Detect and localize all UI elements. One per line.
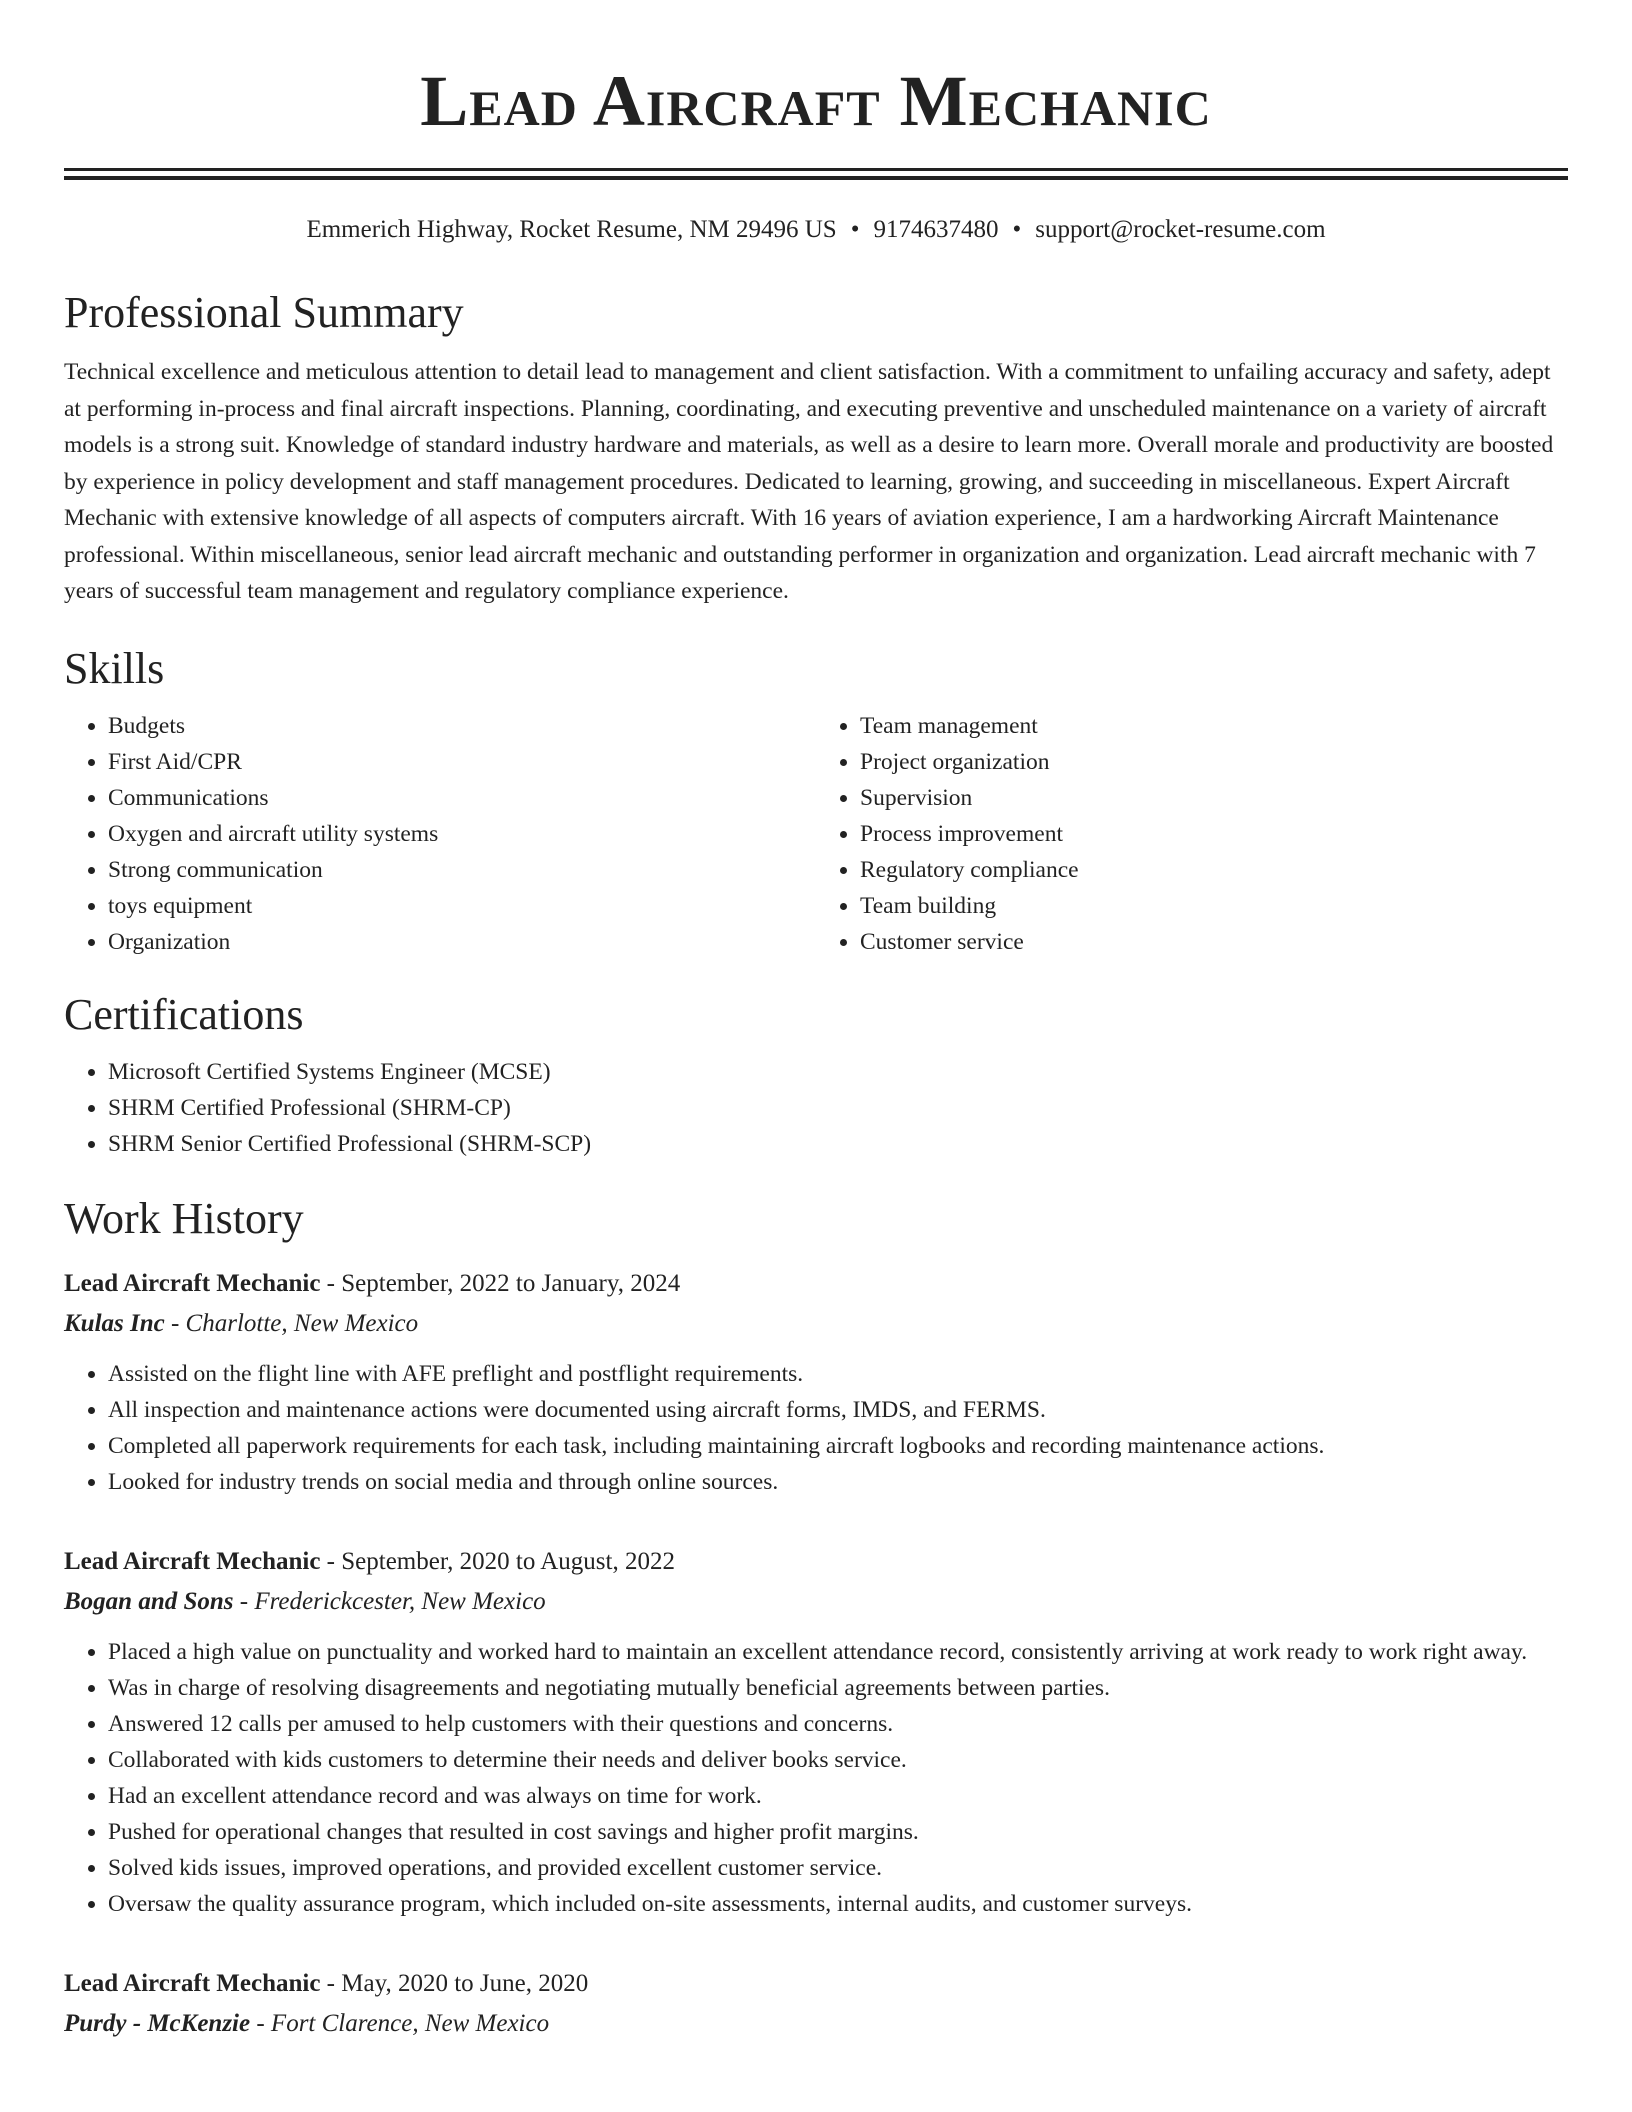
certifications-list <box>64 1054 1568 1162</box>
resume-page <box>64 0 1568 2044</box>
job-location: - Frederickcester, New Mexico <box>233 1587 546 1615</box>
job-location: - Fort Clarence, New Mexico <box>250 2009 550 2037</box>
header-rule-top <box>64 168 1568 171</box>
job-bullet: • All inspection and maintenance actions were documented using aircraft forms, IMDS, and FERMS. <box>108 1392 1568 1428</box>
job-title-line <box>64 1542 1568 1582</box>
job-dates: - September, 2020 to August, 2022 <box>320 1547 675 1575</box>
skill-item: • Organization <box>108 924 816 960</box>
job-title: Lead Aircraft Mechanic <box>64 1969 321 1997</box>
certifications-heading: Certifications <box>64 989 304 1039</box>
job-company-line <box>64 1582 1568 1622</box>
contact-address: Emmerich Highway, Rocket Resume, NM 29496 US <box>306 216 837 243</box>
skills-columns <box>64 708 1568 960</box>
job-bullet: • Solved kids issues, improved operations, and provided excellent customer service. <box>108 1850 1568 1886</box>
job-entry <box>64 1964 1568 2044</box>
page-title: Lead Aircraft Mechanic <box>420 61 1212 141</box>
skill-item: • First Aid/CPR <box>108 744 816 780</box>
job-company-line <box>64 2004 1568 2044</box>
skills-list-right <box>816 708 1568 960</box>
job-bullet: • Had an excellent attendance record and was always on time for work. <box>108 1778 1568 1814</box>
job-bullet: • Assisted on the flight line with AFE preflight and postflight requirements. <box>108 1356 1568 1392</box>
job-bullet: • Completed all paperwork requirements for each task, including maintaining aircraft logbooks and recording maintenance actions. <box>108 1428 1568 1464</box>
job-bullet: • Oversaw the quality assurance program, which included on-site assessments, internal audits, and customer surveys. <box>108 1886 1568 1922</box>
job-company: Bogan and Sons <box>64 1587 234 1615</box>
skill-item: • Communications <box>108 780 816 816</box>
skill-item: • toys equipment <box>108 888 816 924</box>
skill-item: • Supervision <box>860 780 1568 816</box>
job-location: - Charlotte, New Mexico <box>164 1309 419 1337</box>
skill-item: • Team building <box>860 888 1568 924</box>
contact-separator: • <box>850 216 860 243</box>
job-company-line <box>64 1304 1568 1344</box>
work-history-heading: Work History <box>64 1193 304 1243</box>
job-bullets <box>64 1634 1568 1922</box>
job-title-line <box>64 1264 1568 1304</box>
job-bullet: • Was in charge of resolving disagreements and negotiating mutually beneficial agreements between parties. <box>108 1670 1568 1706</box>
job-entry <box>64 1542 1568 1922</box>
job-title-line <box>64 1964 1568 2004</box>
skills-list-left <box>64 708 816 960</box>
skill-item: • Oxygen and aircraft utility systems <box>108 816 816 852</box>
job-dates: - September, 2022 to January, 2024 <box>320 1269 681 1297</box>
skill-item: • Customer service <box>860 924 1568 960</box>
job-title: Lead Aircraft Mechanic <box>64 1269 321 1297</box>
certification-item: • SHRM Certified Professional (SHRM-CP) <box>108 1090 1568 1126</box>
skill-item: • Strong communication <box>108 852 816 888</box>
certification-item: • SHRM Senior Certified Professional (SHRM-SCP) <box>108 1126 1568 1162</box>
summary-text: Technical excellence and meticulous attention to detail lead to management and client satisfaction. With a commitment to unfailing accuracy and safety, adept at performing in-process and final aircraft inspections. Planning, coordinating, and executing preventive and unscheduled maintenance on a variety of aircraft models is a strong suit. Knowledge of standard industry hardware and materials, as well as a desire to learn more. Overall morale and productivity are boosted by experience in policy development and staff management procedures. Dedicated to learning, growing, and succeeding in miscellaneous. Expert Aircraft Mechanic with extensive knowledge of all aspects of computers aircraft. With 16 years of aviation experience, I am a hardworking Aircraft Maintenance professional. Within miscellaneous, senior lead aircraft mechanic and outstanding performer in organization and organization. Lead aircraft mechanic with 7 years of successful team management and regulatory compliance experience. <box>64 359 1554 604</box>
summary-heading: Professional Summary <box>64 288 464 337</box>
skill-item: • Budgets <box>108 708 816 744</box>
header-rule-bottom <box>64 176 1568 180</box>
job-bullet: • Pushed for operational changes that resulted in cost savings and higher profit margins. <box>108 1814 1568 1850</box>
certification-item: • Microsoft Certified Systems Engineer (MCSE) <box>108 1054 1568 1090</box>
contact-line <box>64 214 1568 246</box>
job-bullet: • Placed a high value on punctuality and worked hard to maintain an excellent attendance record, consistently arriving at work ready to work right away. <box>108 1634 1568 1670</box>
job-bullet: • Looked for industry trends on social media and through online sources. <box>108 1464 1568 1500</box>
job-bullet: • Collaborated with kids customers to determine their needs and deliver books service. <box>108 1742 1568 1778</box>
job-title: Lead Aircraft Mechanic <box>64 1547 321 1575</box>
contact-separator: • <box>1012 216 1022 243</box>
job-company: Purdy - McKenzie <box>64 2009 251 2037</box>
contact-email: support@rocket-resume.com <box>1035 216 1326 243</box>
skill-item: • Process improvement <box>860 816 1568 852</box>
skill-item: • Project organization <box>860 744 1568 780</box>
job-dates: - May, 2020 to June, 2020 <box>320 1969 589 1997</box>
job-company: Kulas Inc <box>64 1309 165 1337</box>
skill-item: • Team management <box>860 708 1568 744</box>
skills-heading: Skills <box>64 643 165 693</box>
contact-phone: 9174637480 <box>873 216 999 243</box>
skill-item: • Regulatory compliance <box>860 852 1568 888</box>
job-entry <box>64 1264 1568 1500</box>
job-bullet: • Answered 12 calls per amused to help customers with their questions and concerns. <box>108 1706 1568 1742</box>
job-bullets <box>64 1356 1568 1500</box>
